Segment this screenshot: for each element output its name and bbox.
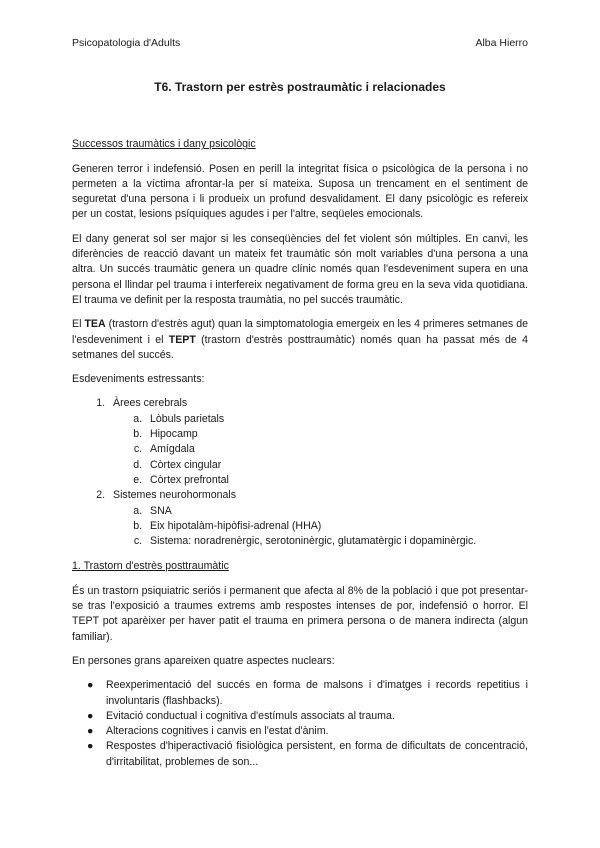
sub-list-item: c. Sistema: noradrenèrgic, serotoninèrgic, glutamatèrgic i dopaminèrgic. bbox=[145, 534, 528, 549]
list-item-label: Àrees cerebrals bbox=[113, 397, 188, 410]
bullet-icon: ● bbox=[87, 709, 94, 722]
bullet-item bbox=[87, 678, 528, 709]
core-aspects-list bbox=[72, 678, 528, 770]
list-item-label: Sistemes neurohormonals bbox=[113, 489, 237, 502]
section-heading-ptsd: 1. Trastorn d'estrès posttraumàtic bbox=[72, 560, 229, 573]
sub-list-item: c. Amígdala bbox=[145, 442, 528, 457]
sub-list-item: b. Hipocamp bbox=[145, 427, 528, 442]
bullet-icon: ● bbox=[87, 740, 94, 753]
bullet-icon: ● bbox=[87, 679, 94, 692]
text-fragment: (trastorn d'estrès agut) quan la simptomatologia emergeix en les 4 primeres setmanes de l'esdeveniment i el bbox=[72, 318, 528, 346]
header-author: Alba Hierro bbox=[475, 37, 528, 49]
paragraph-stressors-intro: Esdeveniments estressants: bbox=[72, 373, 205, 386]
bullet-text: Alteracions cognitives i canvis en l'estat d'ànim. bbox=[106, 725, 329, 738]
paragraph-ptsd-definition: És un trastorn psiquiatric seriós i permanent que afecta al 8% de la població i que pot presentar-se tras l'exposició a traumes extrems amb respostes intenses de por, indefensió o horror. El TEPT pot aparèixer per haver patit el trauma en primera persona o de manera indirecta (algun familiar). bbox=[72, 584, 528, 643]
header-course: Psicopatologia d'Adults bbox=[72, 37, 181, 49]
stressors-list bbox=[72, 396, 528, 549]
section-heading-trauma: Successos traumàtics i dany psicològic bbox=[72, 138, 256, 151]
text-fragment: (trastorn d'estrès posttraumàtic) només quan ha passat més de 4 setmanes del succés. bbox=[72, 333, 528, 361]
sub-list-item: d. Còrtex cingular bbox=[145, 458, 528, 473]
text-fragment: El bbox=[72, 318, 85, 331]
sub-list-item: b. Eix hipotalàm-hipòfisi-adrenal (HHA) bbox=[145, 519, 528, 534]
sub-list-item: a. SNA bbox=[145, 504, 528, 519]
paragraph-tea-tept bbox=[72, 317, 528, 363]
bullet-text: Respostes d'hiperactivació fisiològica persistent, en forma de dificultats de concentració, d'irritabilitat, problemes de son... bbox=[106, 740, 528, 768]
sub-list-item: e. Còrtex prefrontal bbox=[145, 473, 528, 488]
list-item-brain-areas bbox=[108, 396, 528, 488]
list-item-neurohormonal bbox=[108, 488, 528, 549]
bullet-icon: ● bbox=[87, 725, 94, 738]
document-body bbox=[72, 80, 528, 770]
term-tept: TEPT bbox=[168, 333, 196, 346]
bullet-text: Evitació conductual i cognitiva d'estímuls associats al trauma. bbox=[106, 709, 395, 722]
paragraph-core-aspects-intro: En persones grans apareixen quatre aspectes nuclears: bbox=[72, 654, 335, 667]
bullet-item bbox=[87, 709, 528, 724]
page-title: T6. Trastorn per estrès postraumàtic i relacionades bbox=[154, 80, 446, 94]
bullet-item bbox=[87, 724, 528, 739]
bullet-item bbox=[87, 739, 528, 770]
paragraph-definition: Generen terror i indefensió. Posen en perill la integritat física o psicològica de la persona i no permeten a la víctima afrontar-la per sí mateixa. Suposa un trencament en el sentiment de seguretat d'una persona i li produeix un profund desvalidament. El dany psicològic es refereix per un costat, lesions psíquiques agudes i per l'altre, seqüeles emocionals. bbox=[72, 162, 528, 221]
bullet-text: Reexperimentació del succés en forma de malsons i d'imatges i records repetitius i involuntaris (flashbacks). bbox=[106, 679, 528, 707]
term-tea: TEA bbox=[84, 318, 106, 331]
paragraph-damage: El dany generat sol ser major si les conseqüències del fet violent són múltiples. En canvi, les diferències de reacció davant un mateix fet traumàtic són molt variables d'una persona a una altra. Un succés traumàtic genera un quadre clínic només quan l'esdeveniment supera en una persona el llindar pel trauma i interfereix negativament de forma greu en la seva vida quotidiana. El trauma ve definit per la resposta traumàtia, no pel succés traumàtic. bbox=[72, 232, 528, 306]
sub-list-item: a. Lòbuls parietals bbox=[145, 412, 528, 427]
